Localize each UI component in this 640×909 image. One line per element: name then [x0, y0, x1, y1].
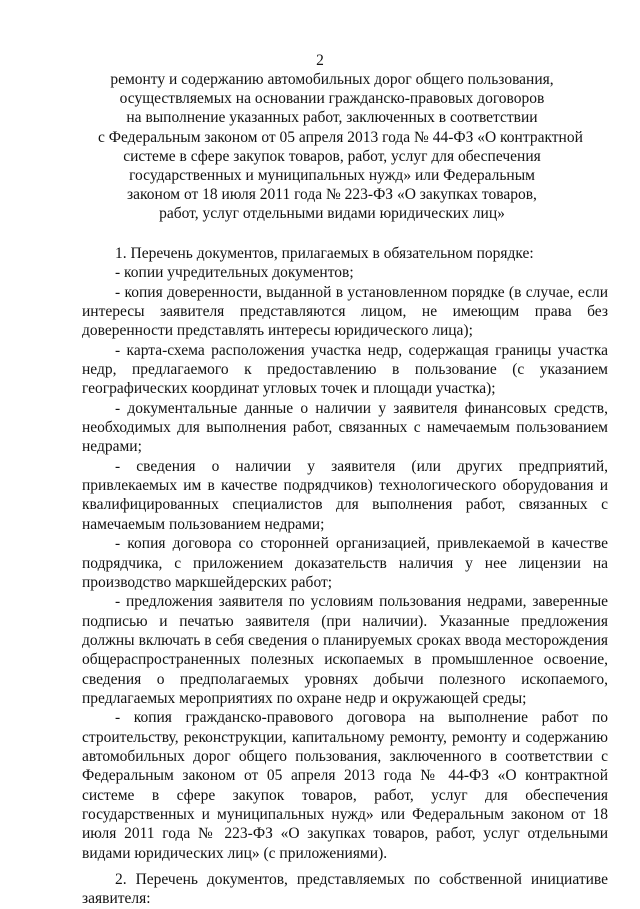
header-line: государственных и муниципальных нужд» или Федеральным	[129, 167, 535, 185]
list-item: - копия гражданско-правового договора на выполнение работ по строительству, реконструкции, капитальному ремонту, ремонту и содержанию автомобильных дорог общего пользования, заключенного в соответствии с Федеральным законом от 05 апреля 2013 года № 44-ФЗ «О контрактной системе в сфере закупок товаров, работ, услуг для обеспечения государственных и муниципальных нужд» или Федеральным законом от 18 июля 2011 года № 223-ФЗ «О закупках товаров, работ, услуг отдельными видами юридических лиц» (с приложениями).	[82, 709, 608, 862]
section-2-heading: 2. Перечень документов, представляемых по собственной инициативе заявителя:	[82, 871, 608, 908]
list-item: - сведения о наличии у заявителя (или других предприятий, привлекаемых им в качестве подрядчиков) технологического оборудования и квалифицированных специалистов для выполнения работ, связанных с намечаемым пользованием недрами;	[82, 457, 608, 533]
list-item: - копия договора со сторонней организацией, привлекаемой в качестве подрядчика, с приложением доказательств наличия у нее лицензии на производство маркшейдерских работ;	[82, 535, 608, 591]
list-item: - документальные данные о наличии у заявителя финансовых средств, необходимых для выполнения работ, связанных с намечаемым пользованием недрами;	[82, 399, 608, 456]
header-line: с Федеральным законом от 05 апреля 2013 года № 44-ФЗ «О контрактной	[98, 128, 583, 146]
header-line: на выполнение указанных работ, заключенных в соответствии	[126, 109, 538, 127]
list-item: - предложения заявителя по условиям пользования недрами, заверенные подписью и печатью заявителя (при наличии). Указанные предложения должны включать в себя сведения о планируемых сроках ввода месторождения общераспространенных полезных ископаемых в промышленное освоение, сведения о предполагаемых уровнях добычи полезного ископаемого, предлагаемых мероприятиях по охране недр и окружающей среды;	[82, 593, 608, 707]
header-line: законом от 18 июля 2011 года № 223-ФЗ «О закупках товаров,	[127, 186, 537, 204]
header-line: ремонту и содержанию автомобильных дорог общего пользования,	[110, 71, 554, 88]
header-line: работ, услуг отдельными видами юридических лиц»	[159, 205, 505, 223]
header-line: системе в сфере закупок товаров, работ, услуг для обеспечения	[123, 147, 541, 165]
list-item: - карта-схема расположения участка недр, содержащая границы участка недр, предлагаемого к предоставлению в пользование (с указанием географических координат угловых точек и площади участка);	[82, 341, 608, 398]
page-number: 2	[316, 52, 324, 69]
document-header	[98, 70, 583, 224]
list-item: - копия доверенности, выданной в установленном порядке (в случае, если интересы заявителя представляются лицом, не имеющим права без доверенности представлять интересы юридического лица);	[82, 283, 608, 340]
list-item: - копии учредительных документов;	[115, 264, 354, 282]
section-1-heading: 1. Перечень документов, прилагаемых в обязательном порядке:	[115, 245, 534, 262]
document-body	[82, 244, 608, 909]
header-line: осуществляемых на основании гражданско-правовых договоров	[119, 90, 545, 108]
